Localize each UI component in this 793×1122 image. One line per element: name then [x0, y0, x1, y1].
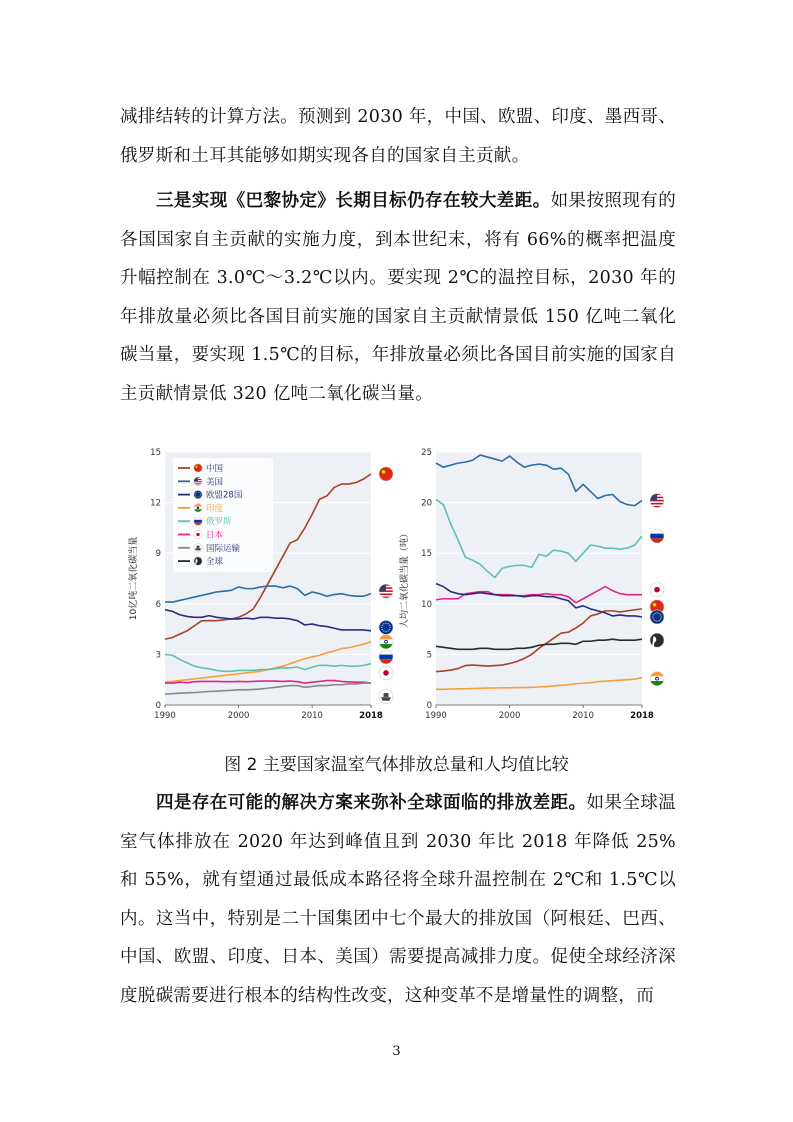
legend-label: 中国 — [206, 464, 224, 474]
legend-eu-flag-icon — [194, 490, 202, 498]
legend-label: 印度 — [206, 503, 224, 514]
total-ytick-label: 6 — [155, 599, 161, 610]
legend-label: 国际运输 — [206, 543, 241, 554]
legend-japan-flag-icon — [194, 530, 202, 538]
paragraph-2-body: 如果按照现有的各国国家自主贡献的实施力度，到本世纪末，将有 66%的概率把温度升幅控制在 3.0℃～3.2℃以内。要实现 2℃的温控目标，2030 年的年排放量必须比各国目前实施的国家自主贡献情景低 150 亿吨二氧化碳当量，要实现 1.5℃的目标，年排放量必须比各国目前实施的国家自主贡献情景低 320 亿吨二氧化碳当量。 — [120, 191, 676, 404]
percap-y-axis-label: 人均二氧化碳当量（吨） — [400, 528, 410, 629]
total-russia-flag-icon — [379, 650, 393, 664]
total-xtick-label: 2000 — [227, 711, 250, 720]
percap-ytick-label: 10 — [421, 599, 432, 610]
legend — [173, 458, 273, 572]
figure-caption: 图 2 主要国家温室气体排放总量和人均值比较 — [224, 755, 569, 775]
total-ytick-label: 3 — [155, 650, 161, 661]
percap-russia-flag-icon — [650, 529, 664, 543]
legend-usa-flag-icon — [194, 477, 202, 485]
legend-ship-icon — [194, 544, 202, 552]
percap-japan-flag-icon — [650, 583, 664, 597]
percap-ytick-label: 15 — [421, 549, 432, 560]
total-ytick-label: 0 — [155, 701, 161, 711]
per-capita-emissions-chart — [398, 448, 664, 720]
legend-globe-icon — [194, 557, 202, 566]
total-xtick-label: 2010 — [301, 711, 323, 720]
percap-xtick-label: 2010 — [572, 711, 594, 720]
legend-box — [173, 458, 273, 572]
percap-global-flag-icon — [650, 633, 664, 648]
total-eu-flag-icon — [379, 620, 393, 634]
legend-china-flag-icon — [194, 464, 202, 472]
total-ytick-label: 9 — [155, 549, 161, 560]
paragraph-4-lead: 四是存在可能的解决方案来弥补全球面临的排放差距。 — [156, 793, 587, 813]
total-xtick-label: 2018 — [359, 711, 383, 720]
percap-ytick-label: 5 — [426, 650, 432, 661]
paragraph-4 — [120, 784, 676, 1016]
total-emissions-chart — [127, 448, 393, 720]
legend-label: 美国 — [206, 477, 224, 488]
percap-india-flag-icon — [650, 672, 664, 686]
total-xtick-label: 1990 — [154, 711, 176, 720]
total-ytick-label: 15 — [150, 448, 161, 458]
paragraph-4-body: 如果全球温室气体排放在 2020 年达到峰值且到 2030 年比 2018 年降低 25%和 55%，就有望通过最低成本路径将全球升温控制在 2℃和 1.5℃以内。这当中，特别是二十国集团中七个最大的排放国（阿根廷、巴西、中国、欧盟、印度、日本、美国）需要提高减排力度。促使全球经济深度脱碳需要进行根本的结构性改变，这种变革不是增量性的调整，而 — [120, 793, 676, 1006]
legend-russia-flag-icon — [194, 517, 202, 525]
paragraph-2-lead: 三是实现《巴黎协定》长期目标仍存在较大差距。 — [156, 191, 551, 211]
percap-xtick-label: 2000 — [498, 711, 521, 720]
percap-ytick-label: 20 — [421, 498, 432, 509]
percap-usa-flag-icon — [650, 494, 664, 508]
paragraph-2 — [120, 182, 676, 414]
percap-xtick-label: 1990 — [425, 711, 447, 720]
total-shipping-flag-icon — [379, 690, 393, 704]
legend-label: 全球 — [206, 557, 224, 568]
total-ytick-label: 12 — [150, 498, 161, 509]
legend-india-flag-icon — [194, 504, 202, 512]
total-usa-flag-icon — [379, 584, 393, 598]
total-y-axis-label: 10亿吨二氧化碳当量 — [129, 536, 139, 621]
total-china-flag-icon — [379, 467, 393, 481]
legend-label: 日本 — [206, 530, 224, 541]
percap-plot-area — [436, 452, 642, 705]
percap-ytick-label: 0 — [426, 701, 432, 711]
percap-eu-flag-icon — [650, 610, 664, 624]
emissions-figure — [120, 446, 676, 720]
percap-ytick-label: 25 — [421, 448, 432, 458]
legend-label: 欧盟28国 — [206, 490, 243, 501]
percap-xtick-label: 2018 — [630, 711, 654, 720]
total-india-flag-icon — [379, 635, 393, 649]
paragraph-1: 减排结转的计算方法。预测到 2030 年，中国、欧盟、印度、墨西哥、俄罗斯和土耳其能够如期实现各自的国家自主贡献。 — [120, 107, 676, 166]
legend-label: 俄罗斯 — [206, 517, 232, 528]
page-number: 3 — [392, 1044, 401, 1059]
total-japan-flag-icon — [379, 666, 393, 680]
